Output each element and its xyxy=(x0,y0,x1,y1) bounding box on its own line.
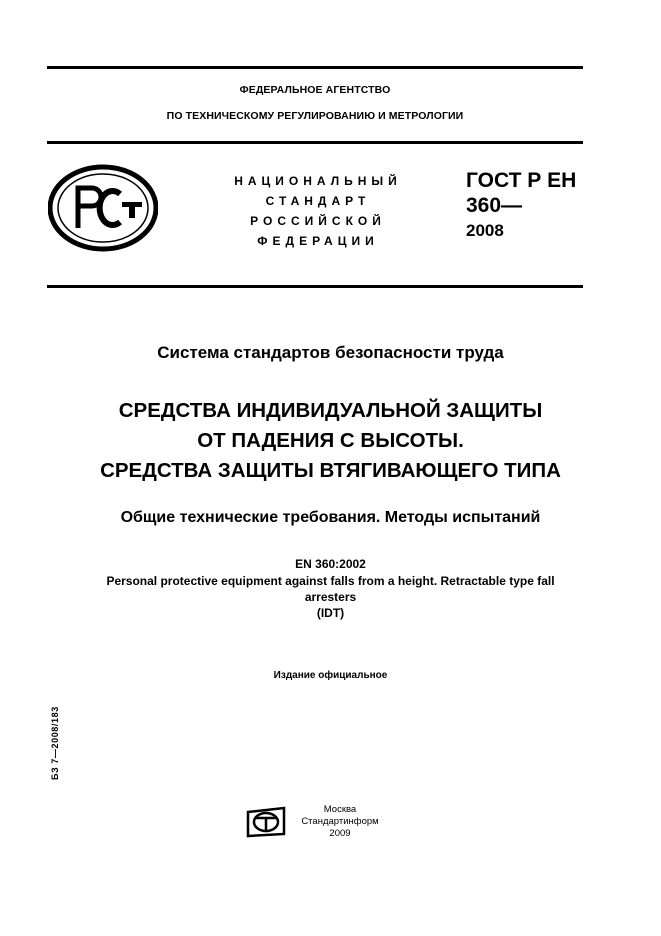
publisher-logo xyxy=(246,806,286,843)
rst-emblem xyxy=(48,164,158,257)
side-registration-code: БЗ 7—2008/183 xyxy=(50,706,60,780)
en-standard-title-line1: Personal protective equipment against falls from a height. Retractable type fall xyxy=(106,574,555,588)
designation-line1: ГОСТ Р ЕН xyxy=(466,169,577,192)
national-standard-line2: СТАНДАРТ xyxy=(265,194,371,208)
main-title-line2: ОТ ПАДЕНИЯ С ВЫСОТЫ. xyxy=(197,429,464,452)
national-standard-caption xyxy=(218,171,418,251)
national-standard-line4: ФЕДЕРАЦИИ xyxy=(257,234,379,248)
designation-line2: 360— xyxy=(466,194,523,217)
edition-label: Издание официальное xyxy=(273,670,388,681)
agency-name-line2: ПО ТЕХНИЧЕСКОМУ РЕГУЛИРОВАНИЮ И МЕТРОЛОГИИ xyxy=(166,110,464,122)
en-standard-code: EN 360:2002 xyxy=(295,557,366,571)
top-rule xyxy=(47,66,583,69)
main-title-line3: СРЕДСТВА ЗАЩИТЫ ВТЯГИВАЮЩЕГО ТИПА xyxy=(100,459,561,482)
en-standard-title-line2: arresters xyxy=(304,590,357,604)
publisher-city: Москва xyxy=(323,804,357,815)
publisher-name: Стандартинформ xyxy=(301,816,379,827)
rst-logo-icon xyxy=(48,164,158,252)
en-standard-equivalence: (IDT) xyxy=(316,606,345,620)
designation-year: 2008 xyxy=(466,221,504,240)
middle-rule xyxy=(47,285,583,288)
national-standard-line1: НАЦИОНАЛЬНЫЙ xyxy=(234,174,402,188)
publisher-info xyxy=(290,804,390,840)
agency-name-line1: ФЕДЕРАЛЬНОЕ АГЕНТСТВО xyxy=(239,84,391,96)
national-standard-line3: РОССИЙСКОЙ xyxy=(250,214,386,228)
main-title-line1: СРЕДСТВА ИНДИВИДУАЛЬНОЙ ЗАЩИТЫ xyxy=(118,399,543,422)
subtitle: Общие технические требования. Методы испытаний xyxy=(120,509,541,526)
standard-series: Система стандартов безопасности труда xyxy=(157,343,504,362)
publisher-year: 2009 xyxy=(329,828,351,839)
header-rule xyxy=(47,141,583,144)
standartinform-logo-icon xyxy=(246,806,286,838)
standard-designation xyxy=(466,168,576,218)
